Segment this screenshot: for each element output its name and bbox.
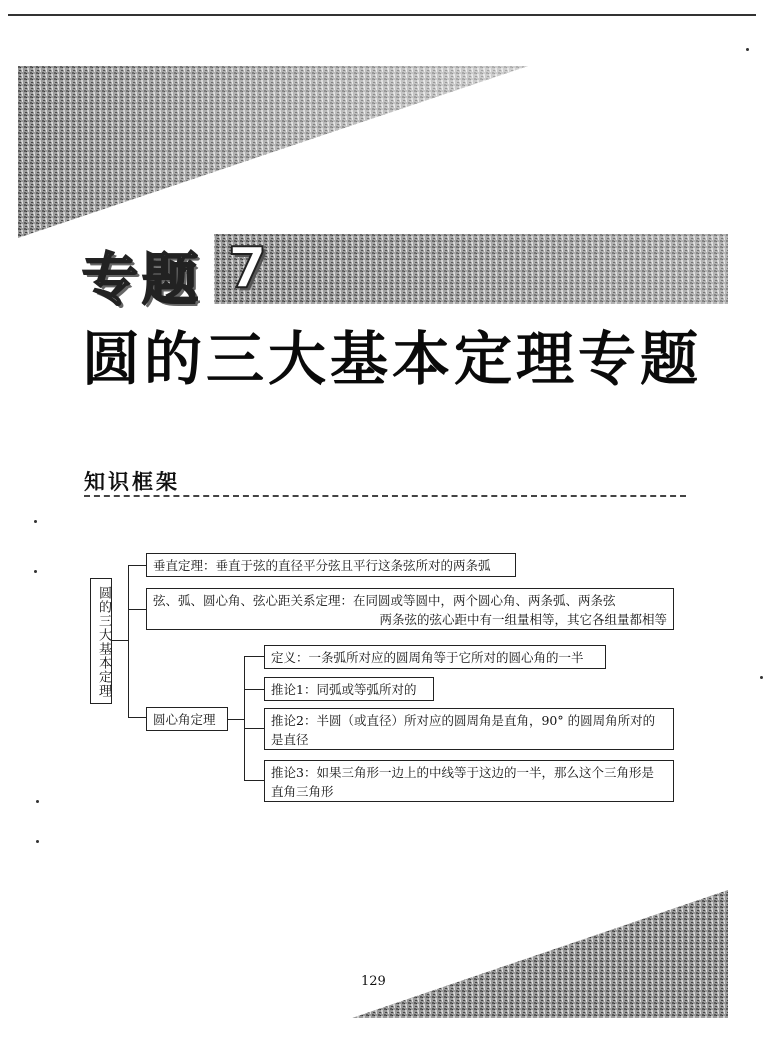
corollary3-line2: 直角三角形	[271, 784, 334, 799]
bottom-triangle-texture	[352, 890, 728, 1018]
definition-text: 定义：一条弧所对应的圆周角等于它所对的圆心角的一半	[271, 650, 584, 665]
chapter-label: 专题	[82, 248, 202, 313]
chord-arc-theorem-line2: 两条弦的弦心距中有一组量相等，其它各组量都相等	[379, 612, 667, 627]
definition-box	[264, 645, 606, 669]
chord-arc-theorem-line1: 弦、弧、圆心角、弦心距关系定理：在同圆或等圆中，两个圆心角、两条弧、两条弦	[153, 593, 616, 608]
margin-speck	[34, 520, 37, 523]
sub-connector-4	[244, 780, 264, 781]
perpendicular-theorem-box	[146, 553, 516, 577]
page-title: 圆的三大基本定理专题	[82, 325, 703, 393]
margin-speck	[760, 676, 763, 679]
margin-speck	[746, 48, 749, 51]
sub-connector-2	[244, 689, 264, 690]
chord-arc-theorem-box	[146, 588, 674, 630]
corollary2-line2: 是直径	[271, 732, 309, 747]
corollary1-text: 推论1：同弧或等弧所对的	[271, 682, 417, 697]
margin-speck	[34, 570, 37, 573]
corollary2-line1: 推论2：半圆（或直径）所对应的圆周角是直角，90° 的圆周角所对的	[271, 713, 656, 728]
sub-connector-3	[244, 728, 264, 729]
branch-connector-3	[128, 717, 146, 718]
sub-connector-1	[244, 656, 264, 657]
margin-speck	[36, 840, 39, 843]
inscribed-angle-label: 圆心角定理	[153, 712, 216, 727]
root-connector	[112, 640, 128, 641]
branch-connector-2	[128, 609, 146, 610]
section-heading: 知识框架	[84, 470, 180, 494]
corollary3-box	[264, 760, 674, 802]
corollary2-box	[264, 708, 674, 750]
section-divider	[84, 495, 686, 497]
margin-speck	[36, 800, 39, 803]
chapter-number: 7	[228, 236, 267, 301]
branch-connector-1	[128, 565, 146, 566]
inscribed-trunk	[244, 656, 245, 780]
inscribed-connector	[228, 719, 244, 720]
inscribed-angle-box	[146, 707, 228, 731]
page-number: 129	[361, 974, 386, 989]
corollary1-box	[264, 677, 434, 701]
corollary3-line1: 推论3：如果三角形一边上的中线等于这边的一半，那么这个三角形是	[271, 765, 654, 780]
perpendicular-theorem-text: 垂直定理：垂直于弦的直径平分弦且平行这条弦所对的两条弧	[153, 558, 491, 573]
root-trunk	[128, 565, 129, 717]
framework-root: 圆的三大基本定理	[90, 578, 112, 704]
